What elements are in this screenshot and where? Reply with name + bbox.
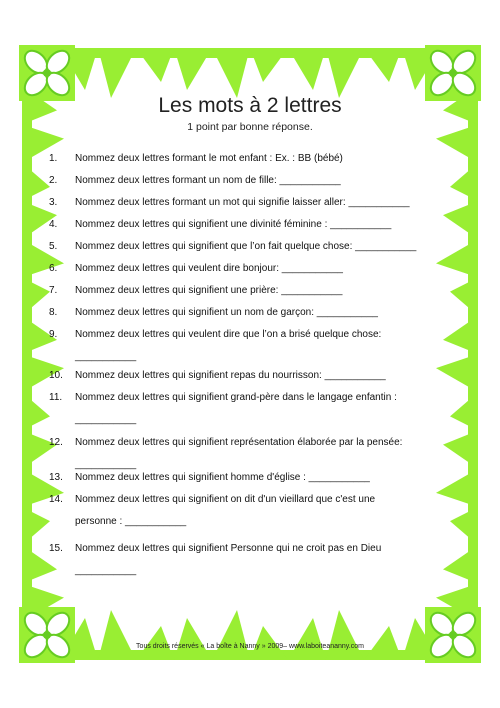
question-number: 7. (49, 285, 58, 296)
question-text: Nommez deux lettres formant un nom de fille: ___________ (75, 175, 341, 186)
question-continuation: ___________ (75, 414, 137, 425)
question-item (49, 196, 410, 209)
question-item (49, 436, 403, 470)
question-text: Nommez deux lettres qui signifient représentation élaborée par la pensée: (75, 437, 403, 448)
question-number: 15. (49, 543, 63, 554)
question-number: 6. (49, 263, 58, 274)
question-continuation: ___________ (75, 565, 137, 576)
question-text: Nommez deux lettres qui signifient homme d'église : ___________ (75, 472, 370, 483)
question-number: 2. (49, 175, 58, 186)
question-number: 10. (49, 370, 63, 381)
question-text: Nommez deux lettres qui signifient une divinité féminine : ___________ (75, 219, 392, 230)
question-item (49, 218, 391, 231)
question-number: 9. (49, 329, 58, 340)
question-item (49, 174, 341, 187)
question-number: 11. (49, 392, 63, 403)
question-item (49, 284, 342, 297)
question-text: Nommez deux lettres qui veulent dire bonjour: ___________ (75, 263, 343, 274)
question-text: Nommez deux lettres qui signifient Personne qui ne croit pas en Dieu (75, 543, 382, 554)
question-item (49, 328, 382, 362)
question-text: Nommez deux lettres formant un mot qui signifie laisser aller: ___________ (75, 197, 410, 208)
question-text: Nommez deux lettres qui signifient que l’on fait quelque chose: ___________ (75, 241, 417, 252)
question-number: 4. (49, 219, 58, 230)
question-text: Nommez deux lettres qui signifient une prière: ___________ (75, 285, 343, 296)
question-item (49, 369, 386, 382)
question-continuation: personne : ___________ (75, 516, 187, 527)
question-text: Nommez deux lettres qui signifient on dit d'un vieillard que c'est une (75, 494, 376, 505)
question-item (49, 240, 416, 253)
question-text: Nommez deux lettres qui veulent dire que l’on a brisé quelque chose: (75, 329, 382, 340)
question-number: 13. (49, 472, 63, 483)
question-number: 8. (49, 307, 58, 318)
question-item (49, 493, 376, 527)
question-number: 5. (49, 241, 58, 252)
question-number: 1. (49, 153, 58, 164)
question-item (49, 306, 378, 319)
question-item (49, 471, 370, 484)
question-number: 3. (49, 197, 58, 208)
question-text: Nommez deux lettres formant le mot enfant : Ex. : BB (bébé) (75, 153, 343, 164)
page-subtitle: 1 point par bonne réponse. (187, 121, 313, 133)
question-number: 14. (49, 494, 63, 505)
question-item (49, 542, 382, 576)
question-continuation: ___________ (75, 459, 137, 470)
question-item (49, 391, 397, 425)
question-text: Nommez deux lettres qui signifient repas du nourrisson: ___________ (75, 370, 386, 381)
question-number: 12. (49, 437, 63, 448)
page-footer: Tous droits réservés « La boîte à Nanny » 2009– www.laboiteananny.com (136, 643, 364, 650)
question-text: Nommez deux lettres qui signifient grand-père dans le langage enfantin : (75, 392, 397, 403)
question-continuation: ___________ (75, 351, 137, 362)
question-item (49, 152, 343, 165)
page-title: Les mots à 2 lettres (158, 94, 342, 117)
question-item (49, 262, 343, 275)
question-text: Nommez deux lettres qui signifient un nom de garçon: ___________ (75, 307, 378, 318)
